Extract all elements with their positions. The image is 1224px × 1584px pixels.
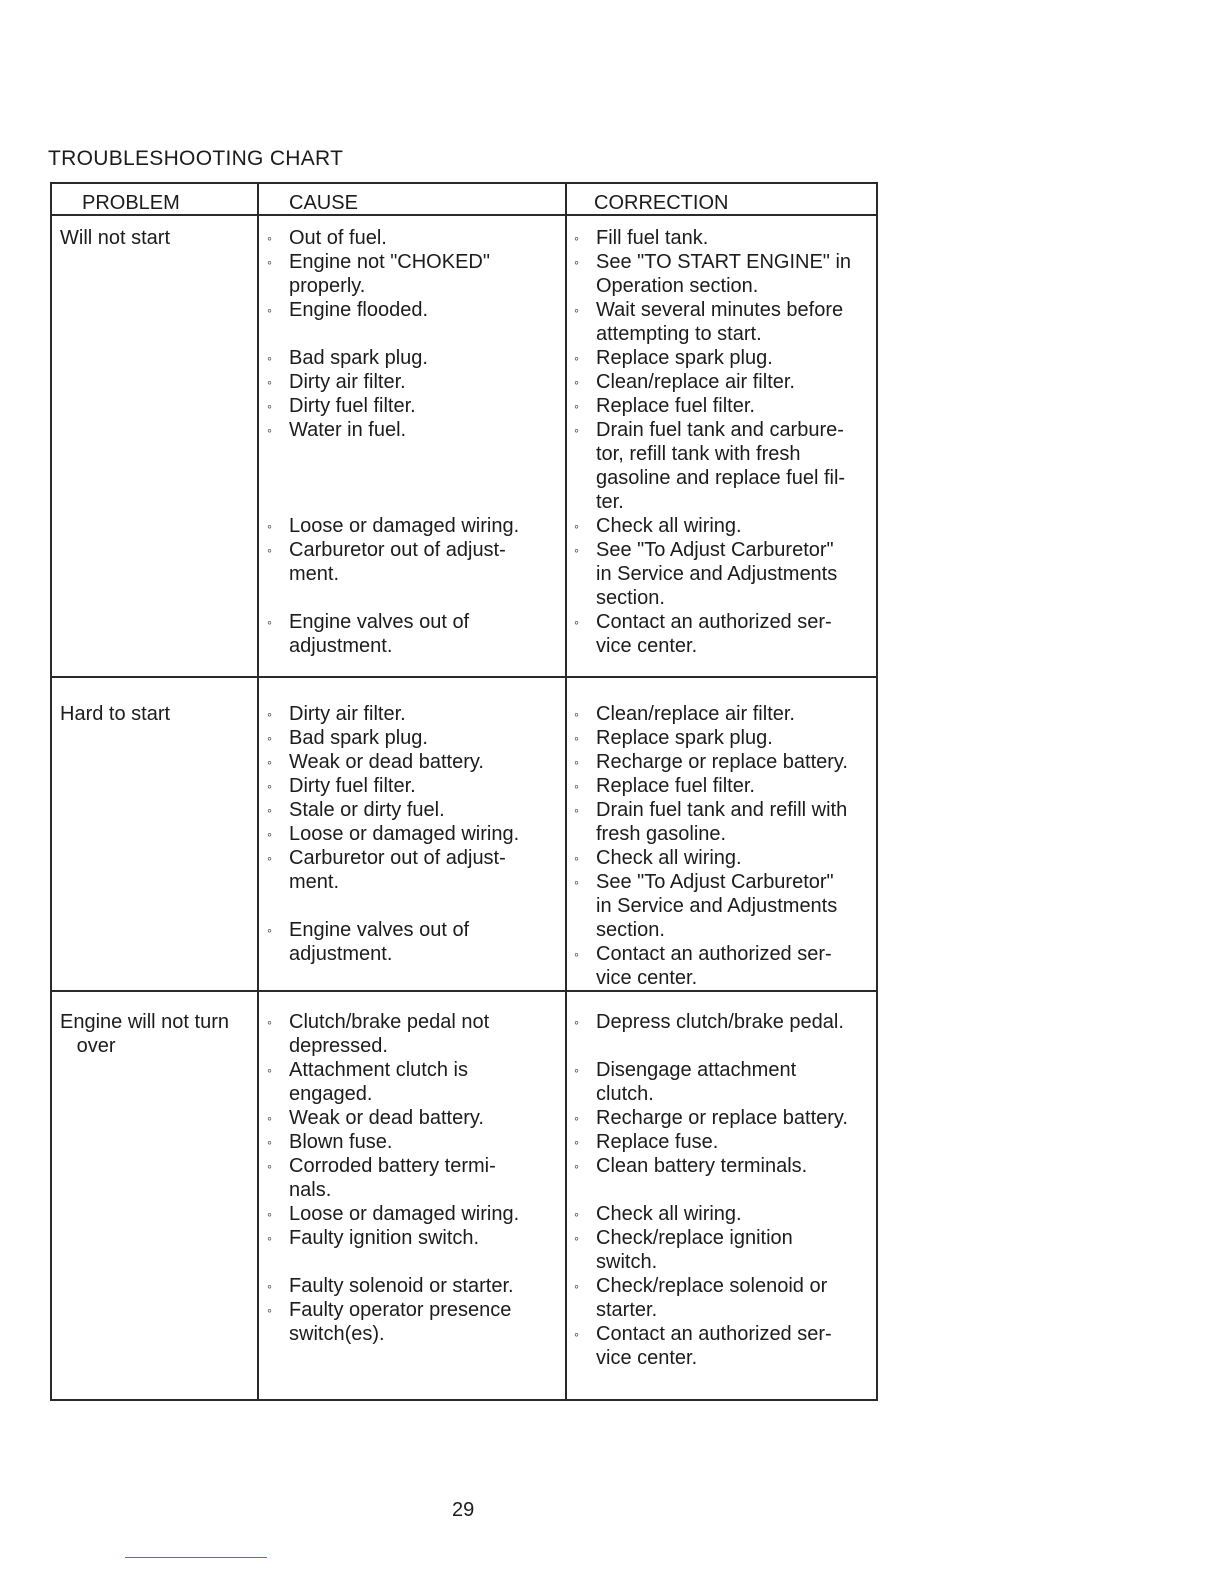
bullet-icon: ◦ [574, 518, 579, 534]
correction-item-text: Replace fuel filter. [596, 775, 755, 797]
bullet-icon: ◦ [574, 254, 579, 270]
bullet-icon: ◦ [574, 398, 579, 414]
correction-item [574, 774, 755, 798]
correction-item [574, 370, 795, 394]
bullet-icon: ◦ [574, 730, 579, 746]
cause-item-text: Loose or damaged wiring. [289, 515, 520, 537]
bullet-icon: ◦ [574, 1206, 579, 1222]
correction-item [574, 298, 844, 346]
bullet-icon: ◦ [574, 802, 579, 818]
cause-item [267, 1130, 393, 1154]
correction-item-text: Recharge or replace battery. [596, 751, 848, 773]
cause-item [267, 370, 406, 394]
correction-item [574, 1130, 719, 1154]
bullet-icon: ◦ [267, 1134, 272, 1150]
correction-item [574, 798, 848, 846]
correction-item [574, 1010, 844, 1034]
cause-item [267, 610, 470, 658]
cause-item [267, 1106, 484, 1130]
cause-item-text: Dirty air filter. [289, 371, 406, 393]
correction-item-text: Replace spark plug. [596, 347, 773, 369]
cause-item [267, 1010, 490, 1058]
row-divider [52, 676, 876, 678]
bullet-icon: ◦ [574, 1014, 579, 1030]
correction-item-text: Clean/replace air filter. [596, 703, 795, 725]
cause-item-text: Weak or dead battery. [289, 1107, 484, 1129]
bullet-icon: ◦ [267, 1014, 272, 1030]
bullet-icon: ◦ [267, 1302, 272, 1318]
cause-item-text: Bad spark plug. [289, 347, 428, 369]
bullet-icon: ◦ [574, 374, 579, 390]
bullet-icon: ◦ [574, 850, 579, 866]
problem-text: Hard to start [60, 703, 171, 725]
bullet-icon: ◦ [574, 422, 579, 438]
bullet-icon: ◦ [267, 706, 272, 722]
cause-item-text: Engine not "CHOKED" properly. [289, 251, 490, 297]
bullet-icon: ◦ [574, 946, 579, 962]
cause-item-text: Engine flooded. [289, 299, 429, 321]
cause-item [267, 226, 387, 250]
problem-text: Engine will not turn over [60, 1011, 229, 1057]
bullet-icon: ◦ [574, 1278, 579, 1294]
bullet-icon: ◦ [574, 1158, 579, 1174]
correction-item-text: Check/replace solenoid or starter. [596, 1275, 828, 1321]
correction-item [574, 942, 832, 990]
cause-item [267, 346, 428, 370]
cause-item-text: Blown fuse. [289, 1131, 393, 1153]
cause-item-text: Dirty fuel filter. [289, 775, 416, 797]
cause-item [267, 1226, 480, 1250]
bullet-icon: ◦ [574, 1230, 579, 1246]
correction-item [574, 750, 848, 774]
cause-item-text: Water in fuel. [289, 419, 407, 441]
cause-item-text: Carburetor out of adjust- ment. [289, 539, 506, 585]
bullet-icon: ◦ [574, 230, 579, 246]
bullet-icon: ◦ [574, 754, 579, 770]
cause-item-text: Dirty fuel filter. [289, 395, 416, 417]
header-problem: PROBLEM [82, 192, 180, 214]
bullet-icon: ◦ [267, 730, 272, 746]
correction-item-text: Recharge or replace battery. [596, 1107, 848, 1129]
cause-item-text: Faulty ignition switch. [289, 1227, 480, 1249]
cause-item [267, 418, 407, 442]
cause-item-text: Corroded battery termi- nals. [289, 1155, 496, 1201]
bullet-icon: ◦ [267, 230, 272, 246]
correction-item [574, 346, 773, 370]
bullet-icon: ◦ [267, 850, 272, 866]
correction-item [574, 226, 709, 250]
cause-item-text: Engine valves out of adjustment. [289, 919, 470, 965]
correction-item-text: Clean/replace air filter. [596, 371, 795, 393]
bullet-icon: ◦ [574, 350, 579, 366]
bullet-icon: ◦ [267, 1278, 272, 1294]
header-correction: CORRECTION [594, 192, 729, 214]
correction-item [574, 1154, 808, 1178]
bullet-icon: ◦ [574, 1134, 579, 1150]
decorative-line [125, 1557, 267, 1558]
cause-item-text: Engine valves out of adjustment. [289, 611, 470, 657]
header-cause: CAUSE [289, 192, 358, 214]
correction-item-text: Check/replace ignition switch. [596, 1227, 793, 1273]
column-divider [565, 184, 567, 1399]
cause-item [267, 394, 416, 418]
bullet-icon: ◦ [574, 874, 579, 890]
correction-item [574, 1274, 828, 1322]
correction-item-text: Replace fuel filter. [596, 395, 755, 417]
cause-item [267, 1058, 468, 1106]
correction-item-text: Contact an authorized ser- vice center. [596, 1323, 832, 1369]
cause-item [267, 298, 429, 322]
correction-item-text: Replace spark plug. [596, 727, 773, 749]
bullet-icon: ◦ [267, 1110, 272, 1126]
correction-item-text: Disengage attachment clutch. [596, 1059, 797, 1105]
cause-item [267, 250, 490, 298]
bullet-icon: ◦ [267, 302, 272, 318]
bullet-icon: ◦ [267, 350, 272, 366]
correction-item [574, 726, 773, 750]
cause-item [267, 538, 506, 586]
correction-item-text: Clean battery terminals. [596, 1155, 808, 1177]
correction-item [574, 418, 846, 514]
cause-item-text: Clutch/brake pedal not depressed. [289, 1011, 490, 1057]
bullet-icon: ◦ [574, 706, 579, 722]
cause-item [267, 822, 520, 846]
bullet-icon: ◦ [574, 778, 579, 794]
cause-item [267, 726, 428, 750]
bullet-icon: ◦ [267, 802, 272, 818]
correction-item [574, 870, 838, 942]
bullet-icon: ◦ [267, 398, 272, 414]
bullet-icon: ◦ [574, 1110, 579, 1126]
cause-item [267, 918, 470, 966]
bullet-icon: ◦ [267, 422, 272, 438]
cause-item-text: Faulty solenoid or starter. [289, 1275, 514, 1297]
correction-item [574, 1322, 832, 1370]
cause-item-text: Loose or damaged wiring. [289, 823, 520, 845]
cause-item-text: Loose or damaged wiring. [289, 1203, 520, 1225]
cause-item [267, 1274, 514, 1298]
page-title: TROUBLESHOOTING CHART [48, 147, 344, 170]
correction-item-text: Fill fuel tank. [596, 227, 709, 249]
cause-item [267, 750, 484, 774]
correction-item [574, 846, 742, 870]
correction-item-text: See "To Adjust Carburetor" in Service and Adjustments section. [596, 539, 838, 609]
cause-item-text: Out of fuel. [289, 227, 387, 249]
cause-item [267, 1298, 512, 1346]
bullet-icon: ◦ [267, 542, 272, 558]
correction-item-text: Contact an authorized ser- vice center. [596, 611, 832, 657]
bullet-icon: ◦ [267, 1230, 272, 1246]
bullet-icon: ◦ [267, 826, 272, 842]
problem-text: Will not start [60, 227, 171, 249]
cause-item [267, 798, 445, 822]
correction-item-text: Drain fuel tank and refill with fresh gasoline. [596, 799, 848, 845]
correction-item [574, 538, 838, 610]
bullet-icon: ◦ [267, 518, 272, 534]
bullet-icon: ◦ [267, 922, 272, 938]
correction-item-text: Replace fuse. [596, 1131, 719, 1153]
correction-item-text: Check all wiring. [596, 847, 742, 869]
correction-item [574, 1058, 797, 1106]
correction-item [574, 1202, 742, 1226]
cause-item [267, 1202, 520, 1226]
correction-item [574, 1226, 793, 1274]
cause-item [267, 702, 406, 726]
page-number: 29 [452, 1499, 475, 1521]
bullet-icon: ◦ [267, 778, 272, 794]
bullet-icon: ◦ [267, 614, 272, 630]
correction-item-text: Check all wiring. [596, 1203, 742, 1225]
bullet-icon: ◦ [574, 1062, 579, 1078]
bullet-icon: ◦ [574, 1326, 579, 1342]
cause-item-text: Carburetor out of adjust- ment. [289, 847, 506, 893]
cause-item [267, 774, 416, 798]
cause-item [267, 1154, 496, 1202]
bullet-icon: ◦ [267, 254, 272, 270]
bullet-icon: ◦ [574, 302, 579, 318]
cause-item-text: Bad spark plug. [289, 727, 428, 749]
correction-item-text: Wait several minutes before attempting to start. [596, 299, 844, 345]
correction-item-text: See "To Adjust Carburetor" in Service and Adjustments section. [596, 871, 838, 941]
correction-item [574, 514, 742, 538]
cause-item-text: Weak or dead battery. [289, 751, 484, 773]
cause-item [267, 514, 520, 538]
cause-item-text: Attachment clutch is engaged. [289, 1059, 468, 1105]
cause-item-text: Stale or dirty fuel. [289, 799, 445, 821]
column-divider [257, 184, 259, 1399]
correction-item-text: Contact an authorized ser- vice center. [596, 943, 832, 989]
correction-item-text: Check all wiring. [596, 515, 742, 537]
bullet-icon: ◦ [267, 754, 272, 770]
troubleshooting-table [50, 182, 878, 1401]
bullet-icon: ◦ [267, 1158, 272, 1174]
correction-item-text: Drain fuel tank and carbure- tor, refill tank with fresh gasoline and replace fuel fil- ter. [596, 419, 846, 513]
bullet-icon: ◦ [574, 614, 579, 630]
cause-item [267, 846, 506, 894]
bullet-icon: ◦ [267, 1062, 272, 1078]
cause-item-text: Faulty operator presence switch(es). [289, 1299, 512, 1345]
correction-item [574, 394, 755, 418]
row-divider [52, 990, 876, 992]
correction-item-text: Depress clutch/brake pedal. [596, 1011, 844, 1033]
cause-item-text: Dirty air filter. [289, 703, 406, 725]
correction-item [574, 610, 832, 658]
correction-item [574, 250, 852, 298]
correction-item [574, 702, 795, 726]
bullet-icon: ◦ [574, 542, 579, 558]
correction-item-text: See "TO START ENGINE" in Operation section. [596, 251, 852, 297]
correction-item [574, 1106, 848, 1130]
bullet-icon: ◦ [267, 1206, 272, 1222]
bullet-icon: ◦ [267, 374, 272, 390]
